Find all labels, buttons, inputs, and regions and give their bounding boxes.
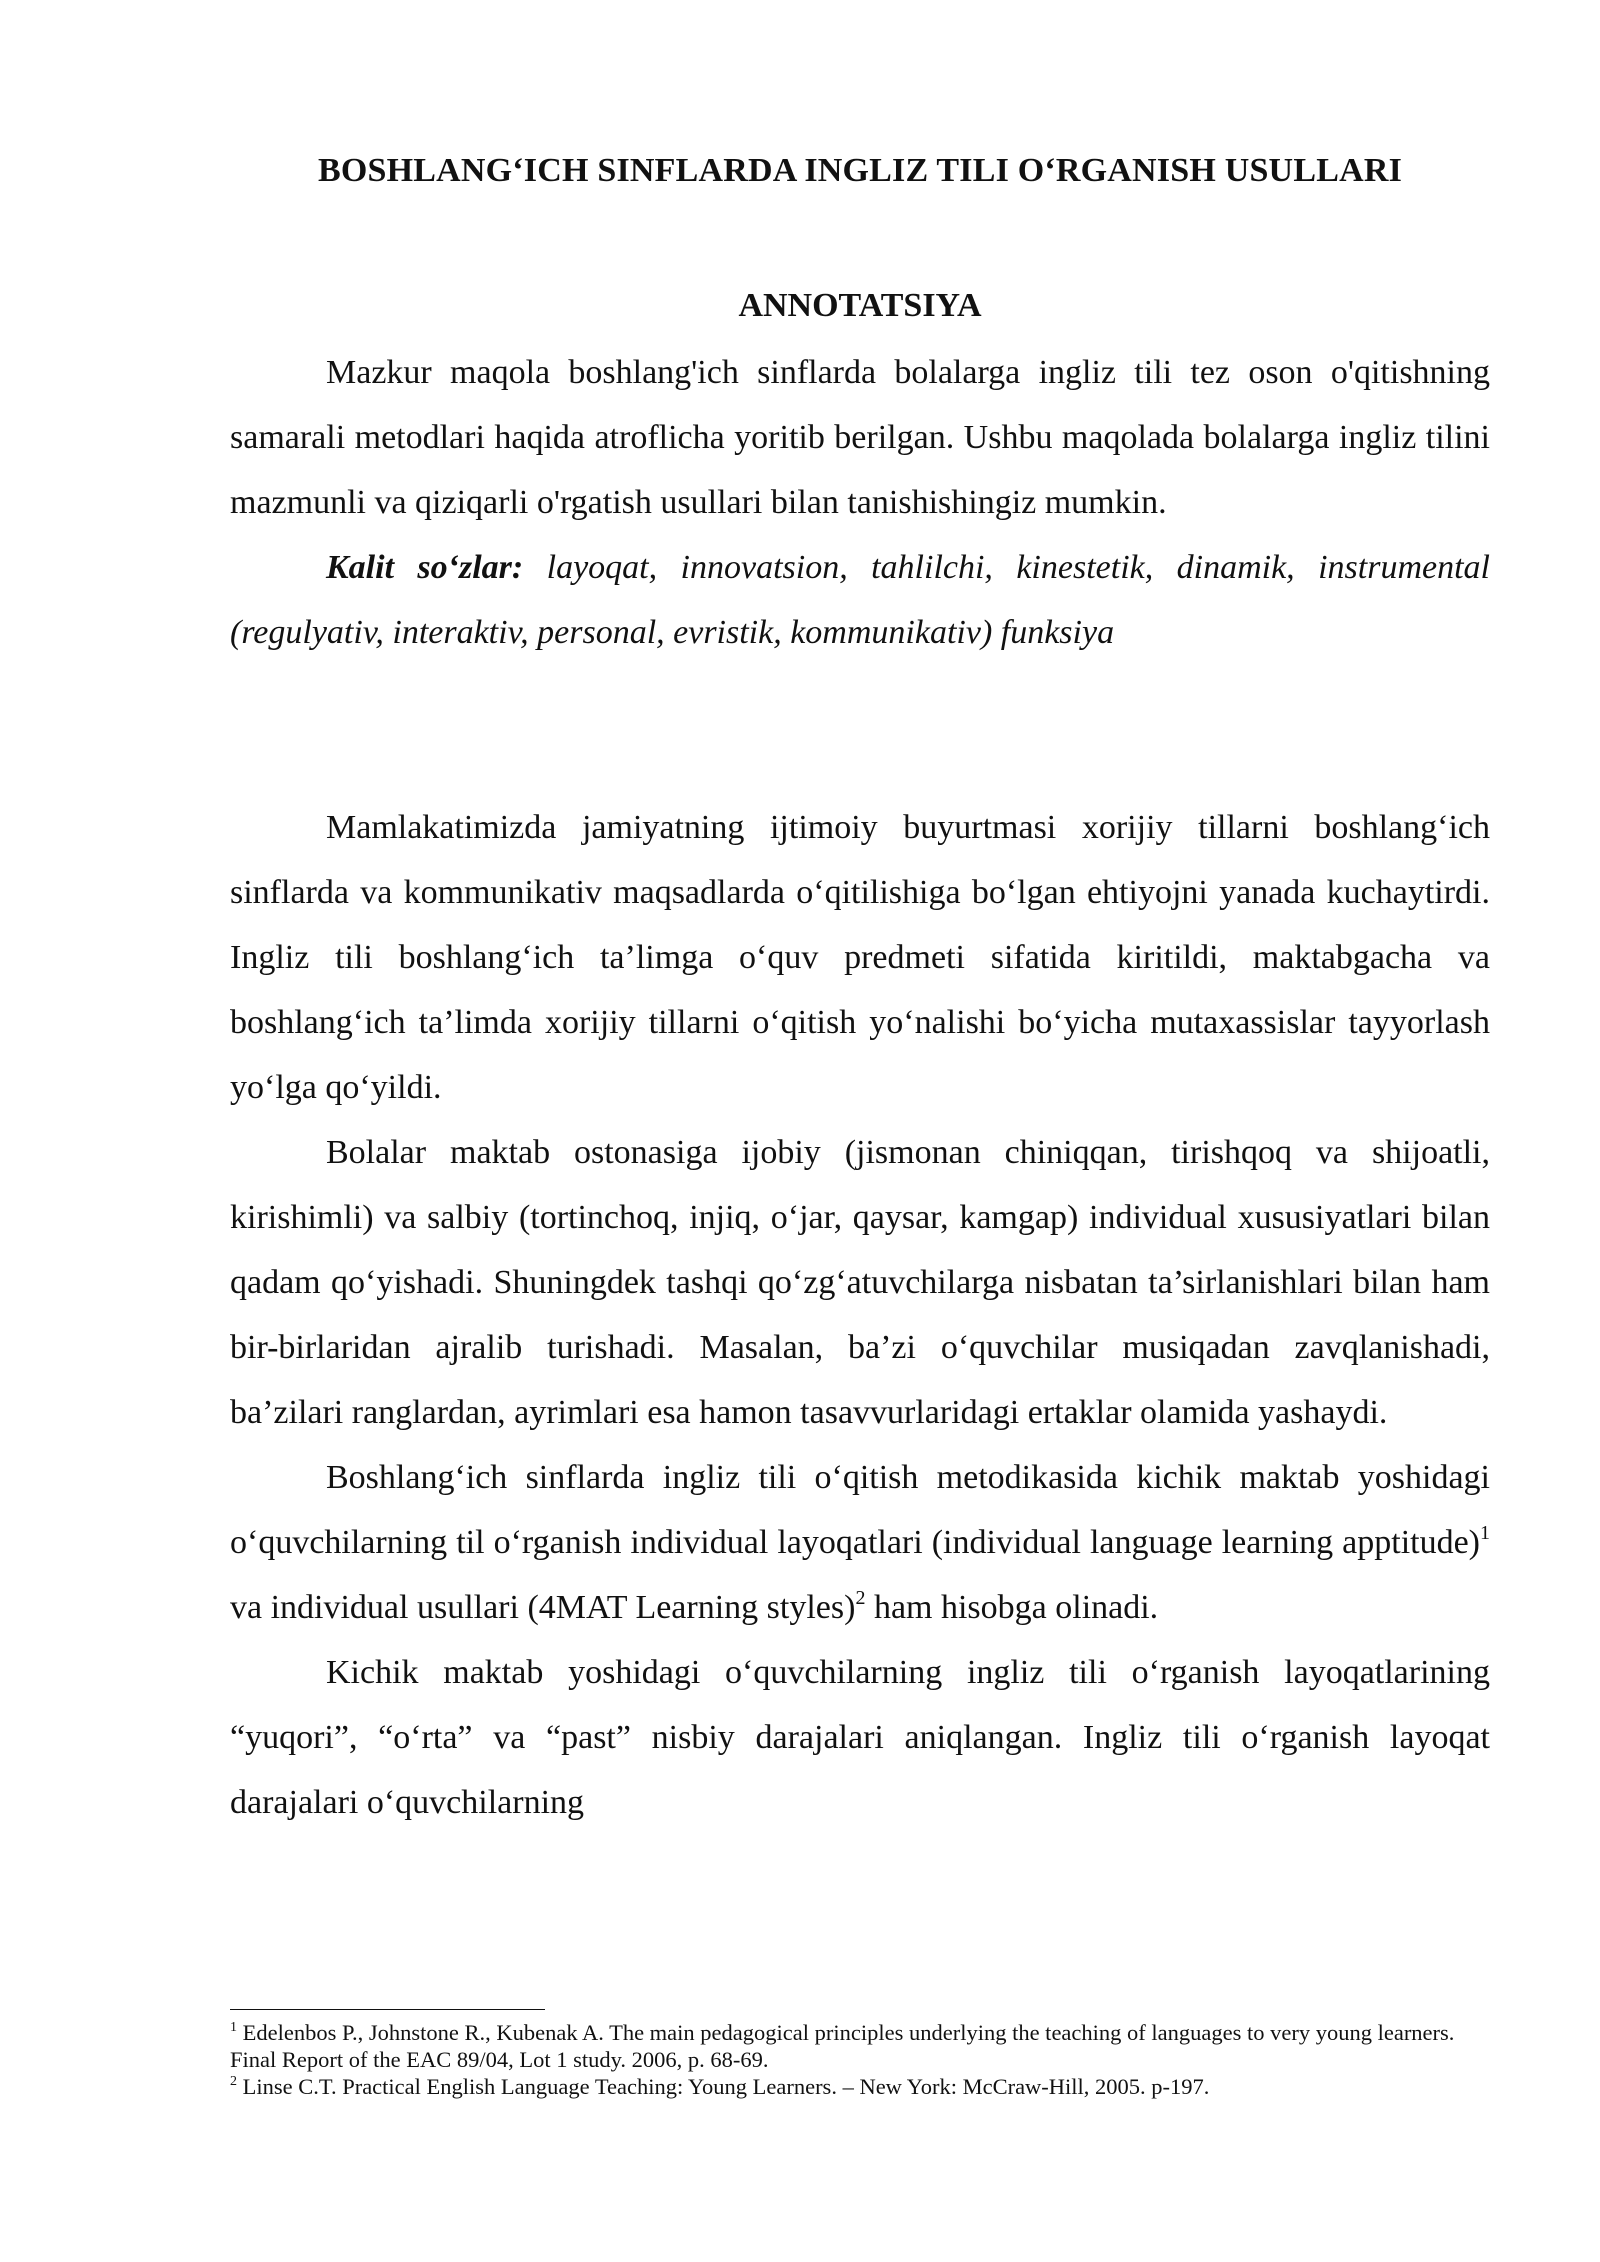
body-paragraph-3-part-b: va individual usullari (4MAT Learning styles) (230, 1589, 856, 1626)
footnote-separator (230, 2009, 545, 2010)
body-paragraph-1: Mamlakatimizda jamiyatning ijtimoiy buyurtmasi xorijiy tillarni boshlang‘ich sinflarda va kommunikativ maqsadlarda o‘qitilishiga bo‘lgan ehtiyojni yanada kuchaytirdi. Ingliz tili boshlang‘ich ta’limga o‘quv predmeti sifatida kiritildi, maktabgacha va boshlang‘ich ta’limda xorijiy tillarni o‘qitish yo‘nalishi bo‘yicha mutaxassislar tayyorlash yo‘lga qo‘yildi. (230, 809, 1490, 1106)
footnote-2 (230, 2073, 1490, 2100)
body-paragraph-3-part-c: ham hisobga olinadi. (865, 1589, 1159, 1626)
keywords-text: layoqat, innovatsion, tahlilchi, kinestetik, dinamik, instrumental (regulyativ, interaktiv, personal, evristik, kommunikativ) funksiya (230, 549, 1490, 651)
body-paragraph-3-part-a: Boshlang‘ich sinflarda ingliz tili o‘qitish metodikasida kichik maktab yoshidagi o‘quvchilarning til o‘rganish individual layoqatlari (individual language learning apptitude) (230, 1459, 1490, 1561)
footnote-ref-2: 2 (855, 1586, 866, 1609)
annotation-paragraph: Mazkur maqola boshlang'ich sinflarda bolalarga ingliz tili tez oson o'qitishning samarali metodlari haqida atroflicha yoritib berilgan. Ushbu maqolada bolalarga ingliz tilini mazmunli va qiziqarli o'rgatish usullari bilan tanishishingiz mumkin. (230, 354, 1490, 521)
annotation-section (230, 340, 1490, 665)
footnote-1 (230, 2019, 1490, 2073)
footnote-2-mark: 2 (230, 2073, 237, 2089)
keywords-label: Kalit so‘zlar: (326, 549, 524, 586)
footnote-1-text: Edelenbos P., Johnstone R., Kubenak A. The main pedagogical principles underlying the teaching of languages to very young learners. Final Report of the EAC 89/04, Lot 1 study. 2006, p. 68-69. (230, 2020, 1455, 2072)
annotation-heading: ANNOTATSIYA (738, 287, 982, 324)
footnotes (230, 2019, 1490, 2100)
keywords-paragraph (230, 535, 1490, 665)
body-paragraph-2: Bolalar maktab ostonasiga ijobiy (jismonan chiniqqan, tirishqoq va shijoatli, kirishimli) va salbiy (tortinchoq, injiq, o‘jar, qaysar, kamgap) individual xususiyatlari bilan qadam qo‘yishadi. Shuningdek tashqi qo‘zg‘atuvchilarga nisbatan ta’sirlanishlari bilan ham bir-birlaridan ajralib turishadi. Masalan, ba’zi o‘quvchilar musiqadan zavqlanishadi, ba’zilari ranglardan, ayrimlari esa hamon tasavvurlaridagi ertaklar olamida yashaydi. (230, 1134, 1490, 1431)
body-paragraph-4: Kichik maktab yoshidagi o‘quvchilarning ingliz tili o‘rganish layoqatlarining “yuqori”, “o‘rta” va “past” nisbiy darajalari aniqlangan. Ingliz tili o‘rganish layoqat darajalari o‘quvchilarning (230, 1654, 1490, 1821)
footnote-1-mark: 1 (230, 2019, 237, 2035)
body-paragraph-3 (230, 1445, 1490, 1640)
main-text (230, 795, 1490, 1835)
article-title: BOSHLANG‘ICH SINFLARDA INGLIZ TILI O‘RGANISH USULLARI (317, 152, 1403, 189)
footnote-ref-1: 1 (1480, 1521, 1490, 1544)
footnote-2-text: Linse C.T. Practical English Language Teaching: Young Learners. – New York: McCraw-Hill, 2005. p-197. (237, 2074, 1210, 2099)
